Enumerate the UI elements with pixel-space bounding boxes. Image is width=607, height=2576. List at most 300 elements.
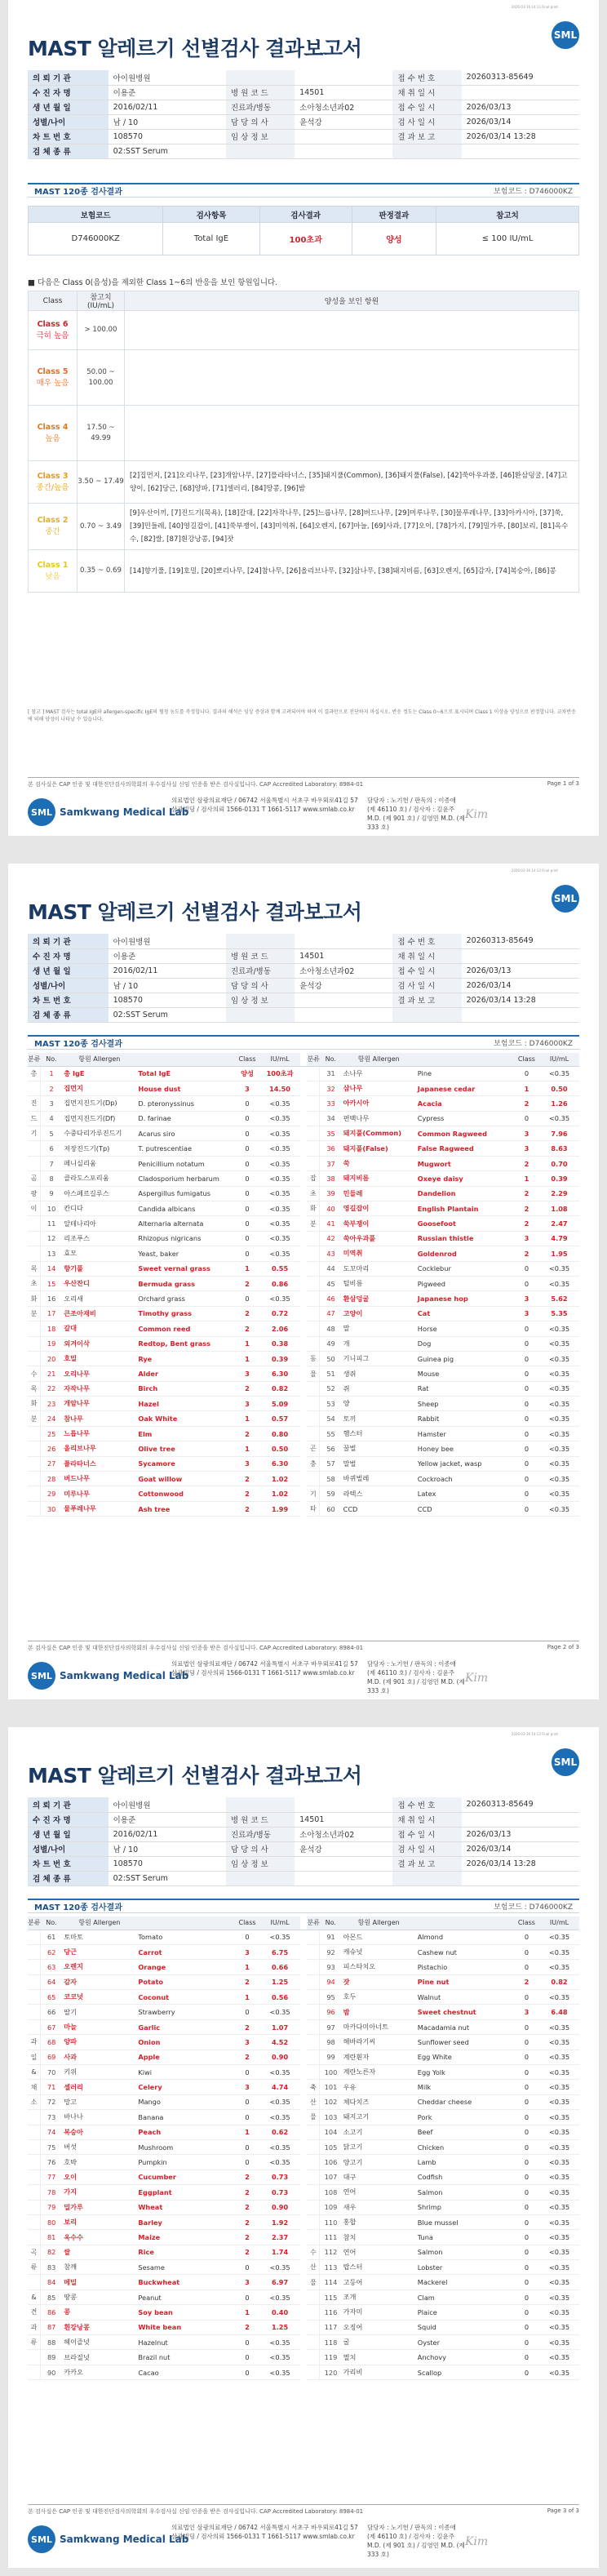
results-cell: 2 (41, 1081, 63, 1095)
results-cell (307, 2005, 320, 2019)
results-cell (307, 1960, 320, 1974)
results-cell (307, 1276, 320, 1290)
info-cell: 병 원 코 드 (226, 1812, 295, 1827)
results-cell: 곡 (28, 2245, 41, 2259)
results-cell: 79 (41, 2200, 63, 2214)
results-cell: 0 (234, 1186, 259, 1201)
results-cell: 오이 (62, 2170, 136, 2184)
lab-name: Samkwang Medical Lab (60, 2533, 189, 2545)
results-cell: 소고기 (342, 2125, 416, 2139)
results-cell: 0 (514, 2139, 539, 2154)
results-cell: 2 (234, 2050, 259, 2064)
lab-info: 의료법인 삼광의료재단 / 06742 서울특별시 서초구 바우뫼로41길 57 삼광빌딩 / 검사의뢰 1566-0131 T 1661-5117 www.smlab.co.kr (171, 797, 358, 813)
results-cell: 2 (514, 1246, 539, 1261)
results-cell: Acacia (416, 1096, 514, 1111)
results-cell: 옥수수 (62, 2230, 136, 2245)
summary-header: 검사항목 (163, 207, 259, 223)
results-cell: 6.75 (260, 1944, 300, 1959)
class-range: 0.35 ~ 0.69 (78, 550, 125, 593)
results-cell: Birch (136, 1381, 234, 1396)
results-cell: 수 (307, 2245, 320, 2259)
results-cell: 쑥 (342, 1156, 416, 1170)
results-cell: 7.96 (539, 1126, 579, 1141)
class-row (29, 350, 579, 406)
results-cell: 2 (234, 1321, 259, 1336)
results-cell: <0.35 (539, 1336, 579, 1351)
results-cell: 0 (234, 2155, 259, 2170)
results-row (28, 1321, 579, 1336)
info-row (28, 85, 579, 100)
results-cell: CCD (416, 1501, 514, 1516)
results-cell: 20 (41, 1351, 63, 1366)
results-cell: 2 (234, 2245, 259, 2259)
info-cell: 2016/02/11 (109, 100, 226, 114)
results-cell: 흰강낭콩 (62, 2320, 136, 2334)
info-cell (295, 993, 392, 1007)
class-label: Class 4 (37, 422, 69, 432)
info-cell: 담 당 의 사 (226, 1841, 295, 1856)
gap-cell (300, 2320, 308, 2334)
results-cell: 17 (41, 1306, 63, 1321)
signer-info: 담당자 : 노기헌 / 판독의 : 이종애 (제 46110 호) / 검사자 : 김윤주 M.D. (제 901 호) / 김영민 M.D. (제 333 호) (367, 1660, 465, 1694)
results-cell: 집먼지진드기(Dp) (62, 1096, 136, 1111)
results-cell (307, 2290, 320, 2304)
info-cell: 생 년 월 일 (28, 963, 109, 978)
results-cell: <0.35 (539, 2155, 579, 2170)
results-cell: 0 (234, 2139, 259, 2154)
results-cell: 66 (41, 2005, 63, 2019)
class-label-cell (29, 406, 78, 461)
results-cell: 38 (320, 1171, 342, 1186)
results-cell: 자작나무 (62, 1381, 136, 1396)
results-cell: <0.35 (539, 1960, 579, 1974)
results-cell: 92 (320, 1944, 342, 1959)
results-cell: 0 (234, 2094, 259, 2109)
results-cell: 아카시아 (342, 1096, 416, 1111)
results-cell: 오렌지 (62, 1960, 136, 1974)
results-cell: Common Ragweed (416, 1126, 514, 1141)
gap-cell (300, 1186, 308, 1201)
lab-logo (28, 2525, 188, 2553)
results-cell: Hamster (416, 1426, 514, 1441)
results-cell (307, 1096, 320, 1111)
results-cell: 90 (41, 2365, 63, 2379)
class-allergens: [9]우산이끼, [7]진드기(목욕), [18]갈대, [22]자작나무, [25]느릅나무, [28]버드나무, [29]미루나무, [30]물푸레나무, [33]아카시아, [37]쑥, [39]민들레, [40]영길잡이, [41]쑥부쟁이, [43]미역취, [64]오렌지, [67]마늘, [69]사과, [77]오이, [78]가지, [79]밀가루, [80]보리, [81]옥수수, [82]쌀, [87]흰강낭콩, [94]잣 (125, 504, 579, 550)
results-row (28, 2290, 579, 2304)
results-cell: Hazelnut (136, 2335, 234, 2350)
results-cell: 0 (514, 1276, 539, 1290)
results-cell (307, 1156, 320, 1170)
results-cell: Sunflower seed (416, 2035, 514, 2050)
info-cell: 병 원 코 드 (226, 85, 295, 100)
results-cell (307, 1306, 320, 1321)
results-cell: 26 (41, 1441, 63, 1456)
results-cell: <0.35 (539, 1111, 579, 1126)
results-cell: 85 (41, 2290, 63, 2304)
results-cell: Sweet chestnut (416, 2005, 514, 2019)
results-cell (28, 2200, 41, 2214)
results-cell: 1 (234, 1336, 259, 1351)
gap-cell (300, 1111, 308, 1126)
results-cell: Cacao (136, 2365, 234, 2379)
results-cell: 페니실리움 (62, 1156, 136, 1170)
results-cell: <0.35 (539, 1990, 579, 2005)
results-cell: 축 (307, 2080, 320, 2094)
gap-cell (300, 1486, 308, 1501)
results-cell: 1 (234, 1351, 259, 1366)
results-row (28, 1216, 579, 1231)
results-cell: 0 (514, 2125, 539, 2139)
results-cell: 0 (514, 2320, 539, 2334)
results-cell: Anchovy (416, 2350, 514, 2365)
results-cell: 연어 (342, 2245, 416, 2259)
results-row (28, 2065, 579, 2080)
results-header: IU/mL (260, 1053, 300, 1066)
results-cell: 1.92 (260, 2214, 300, 2229)
results-cell: <0.35 (539, 2365, 579, 2379)
report-page-1 (8, 0, 599, 836)
sml-logo: SML (552, 1748, 579, 1776)
results-cell: 견 (28, 2305, 41, 2320)
results-cell: 오리새 (62, 1291, 136, 1306)
results-cell: 2 (234, 1501, 259, 1516)
class-row (29, 504, 579, 550)
results-cell: 외겨이삭 (62, 1336, 136, 1351)
results-cell: 물 (307, 2275, 320, 2290)
results-cell: 고등어 (342, 2275, 416, 2290)
results-cell: <0.35 (260, 1096, 300, 1111)
class-level: 낮음 (45, 571, 60, 581)
results-header: Class (514, 1053, 539, 1066)
results-cell: 93 (320, 1960, 342, 1974)
results-cell (28, 2110, 41, 2125)
cap-note: 본 검사실은 CAP 인증 및 대한진단검사의학회의 우수검사실 신임 인증을 받은 검사실입니다. CAP Accredited Laboratory: 8984-01 (28, 2508, 364, 2515)
results-cell: <0.35 (260, 2065, 300, 2080)
results-cell: Rabbit (416, 1411, 514, 1426)
results-cell: 목 (28, 1381, 41, 1396)
class-row (29, 550, 579, 593)
class-label-cell (29, 461, 78, 504)
info-cell: 108570 (109, 993, 226, 1007)
results-cell: Sweet vernal grass (136, 1261, 234, 1276)
info-cell: 결 과 보 고 (392, 1856, 461, 1871)
results-cell: <0.35 (539, 1486, 579, 1501)
results-cell: 0.72 (260, 1306, 300, 1321)
results-cell: Penicillium notatum (136, 1156, 234, 1170)
results-cell: 105 (320, 2139, 342, 2154)
results-cell: 말벌 (342, 1456, 416, 1471)
info-cell (226, 934, 295, 948)
results-cell: 0 (514, 2290, 539, 2304)
results-row (28, 1930, 579, 1944)
results-cell: 107 (320, 2170, 342, 2184)
results-row (28, 1081, 579, 1095)
summary-header: 참고치 (436, 207, 579, 223)
info-cell: 차 트 번 호 (28, 1856, 109, 1871)
class-row (29, 461, 579, 504)
info-cell: 성별/나이 (28, 978, 109, 993)
results-cell: 2 (234, 2230, 259, 2245)
results-cell: Yellow jacket, wasp (416, 1456, 514, 1471)
results-cell: 민들레 (342, 1186, 416, 1201)
results-cell: 해바라기씨 (342, 2035, 416, 2050)
results-cell (28, 1486, 41, 1501)
info-cell (295, 1007, 392, 1022)
results-cell: <0.35 (539, 2275, 579, 2290)
results-row (28, 1381, 579, 1396)
results-cell (28, 1246, 41, 1261)
summary-header: 판정결과 (352, 207, 436, 223)
results-cell: <0.35 (260, 2110, 300, 2125)
results-cell (28, 1441, 41, 1456)
results-cell: Mackerel (416, 2275, 514, 2290)
results-cell: 0 (234, 1126, 259, 1141)
results-cell: <0.35 (539, 1501, 579, 1516)
cap-note: 본 검사실은 CAP 인증 및 대한진단검사의학회의 우수검사실 신임 인증을 받은 검사실입니다. CAP Accredited Laboratory: 8984-01 (28, 1645, 364, 1651)
results-cell (307, 1066, 320, 1081)
results-cell (307, 1990, 320, 2005)
results-cell (307, 1231, 320, 1246)
info-cell: 14501 (295, 85, 392, 100)
results-cell: <0.35 (260, 2350, 300, 2365)
signer-info: 담당자 : 노기헌 / 판독의 : 이종애 (제 46110 호) / 검사자 : 김윤주 M.D. (제 901 호) / 김영민 M.D. (제 333 호) (367, 2524, 465, 2558)
results-row (28, 1441, 579, 1456)
results-row (28, 2110, 579, 2125)
results-cell: <0.35 (539, 2050, 579, 2064)
results-cell: Cocklebur (416, 1261, 514, 1276)
results-row (28, 1096, 579, 1111)
results-cell: 5 (41, 1126, 63, 1141)
results-cell: & (28, 2065, 41, 2080)
class-table (28, 291, 579, 593)
results-row (28, 2275, 579, 2290)
info-cell: 2026/03/14 (462, 114, 579, 129)
results-cell: 0.66 (260, 1960, 300, 1974)
results-cell: Maize (136, 2230, 234, 2245)
results-cell: 목 (28, 1261, 41, 1276)
results-cell: 72 (41, 2094, 63, 2109)
results-cell: 0 (514, 1336, 539, 1351)
results-cell: Goat willow (136, 1472, 234, 1486)
results-cell (28, 2019, 41, 2034)
patient-info-table (28, 1797, 579, 1886)
results-cell: 쑥부쟁이 (342, 1216, 416, 1231)
results-header-row (28, 1916, 579, 1930)
gap-cell (300, 1336, 308, 1351)
results-cell (28, 2230, 41, 2245)
results-cell: 29 (41, 1486, 63, 1501)
signature: Kim (465, 1672, 489, 1685)
results-cell: 환삼덩굴 (342, 1291, 416, 1306)
results-cell: Carrot (136, 1944, 234, 1959)
results-cell: 0 (514, 2065, 539, 2080)
results-row (28, 2125, 579, 2139)
results-cell: Dog (416, 1336, 514, 1351)
page-footer (28, 780, 579, 788)
results-cell: <0.35 (539, 1276, 579, 1290)
results-row (28, 2350, 579, 2365)
info-cell: 2026/03/13 (462, 100, 579, 114)
results-cell: 바나나 (62, 2110, 136, 2125)
results-cell: 2 (514, 1216, 539, 1231)
gap-cell (300, 2305, 308, 2320)
results-cell: <0.35 (539, 2290, 579, 2304)
results-cell: 잡 (307, 1171, 320, 1186)
results-row (28, 2080, 579, 2094)
results-cell: 화 (28, 1397, 41, 1411)
results-cell: 1.02 (260, 1472, 300, 1486)
signer-info: 담당자 : 노기헌 / 판독의 : 이종애 (제 46110 호) / 검사자 : 김윤주 M.D. (제 901 호) / 김영민 M.D. (제 333 호) (367, 797, 465, 831)
results-cell: Egg White (416, 2050, 514, 2064)
results-cell: 0 (234, 1111, 259, 1126)
results-cell: <0.35 (539, 1426, 579, 1441)
class-header: 양성을 보인 항원 (125, 291, 579, 311)
results-cell: 76 (41, 2155, 63, 2170)
summary-cell: ≤ 100 IU/mL (436, 223, 579, 255)
results-cell: Cypress (416, 1111, 514, 1126)
results-cell: 저장진드기(Tp) (62, 1141, 136, 1156)
results-table (28, 1916, 579, 2380)
results-cell: 0.73 (260, 2185, 300, 2200)
results-cell: 2 (514, 1096, 539, 1111)
results-cell: 3 (514, 1231, 539, 1246)
results-cell: Tuna (416, 2230, 514, 2245)
results-cell: 영길잡이 (342, 1201, 416, 1216)
results-cell: 양성 (234, 1066, 259, 1081)
results-cell: 0 (514, 1366, 539, 1381)
info-cell (226, 1871, 295, 1885)
summary-table (28, 206, 579, 255)
class-row (29, 406, 579, 461)
results-cell (307, 2350, 320, 2365)
results-cell: 0.82 (539, 1974, 579, 1989)
results-cell (28, 1216, 41, 1231)
results-cell: 53 (320, 1397, 342, 1411)
page-title: MAST 알레르기 선별검사 결과보고서 (28, 900, 362, 924)
results-cell: Shrimp (416, 2200, 514, 2214)
results-cell: 땅콩 (62, 2290, 136, 2304)
results-cell: 0 (514, 2245, 539, 2259)
results-cell: 8 (41, 1171, 63, 1186)
results-cell: 물 (307, 2110, 320, 2125)
results-cell: <0.35 (539, 2335, 579, 2350)
results-header (416, 1053, 514, 1066)
results-header: 항원 Allergen (62, 1916, 136, 1930)
results-cell: 3 (234, 1081, 259, 1095)
info-cell: 결 과 보 고 (392, 993, 461, 1007)
results-cell: 1 (514, 1081, 539, 1095)
results-cell (307, 2185, 320, 2200)
results-cell: 진 (28, 1096, 41, 1111)
gap-cell (300, 1201, 308, 1216)
results-cell: 채 (28, 2080, 41, 2094)
results-cell: 사과 (62, 2050, 136, 2064)
page-title: MAST 알레르기 선별검사 결과보고서 (28, 37, 362, 60)
signature: Kim (465, 808, 489, 821)
results-row (28, 2094, 579, 2109)
results-cell: 0.50 (260, 1441, 300, 1456)
results-cell: English Plantain (416, 1201, 514, 1216)
results-cell: 도꼬마리 (342, 1261, 416, 1276)
results-cell: 6 (41, 1141, 63, 1156)
results-row (28, 1171, 579, 1186)
results-cell: 3 (234, 1944, 259, 1959)
results-cell: <0.35 (260, 1201, 300, 1216)
results-cell: Orange (136, 1960, 234, 1974)
gap-cell (300, 1141, 308, 1156)
results-cell: 돼지고기 (342, 2110, 416, 2125)
results-cell: 36 (320, 1141, 342, 1156)
results-cell: 0 (234, 1141, 259, 1156)
results-cell: <0.35 (539, 2185, 579, 2200)
results-cell: 12 (41, 1231, 63, 1246)
results-cell: 쥐 (342, 1381, 416, 1396)
results-cell: 1 (234, 2305, 259, 2320)
results-cell: 50 (320, 1351, 342, 1366)
results-cell: 18 (41, 1321, 63, 1336)
results-cell: 0.40 (260, 2305, 300, 2320)
results-cell: 56 (320, 1441, 342, 1456)
results-cell: <0.35 (260, 1126, 300, 1141)
results-cell: 삼나무 (342, 1081, 416, 1095)
info-cell (462, 1871, 579, 1885)
results-cell: 연어 (342, 2185, 416, 2200)
section-header (28, 183, 579, 198)
sml-logo: SML (552, 885, 579, 913)
results-cell (307, 2065, 320, 2080)
results-cell: Garlic (136, 2019, 234, 2034)
info-cell: 차 트 번 호 (28, 993, 109, 1007)
results-cell: 3 (514, 1291, 539, 1306)
lab-logo-icon: SML (28, 798, 55, 826)
class-label-cell (29, 504, 78, 550)
results-cell: Guinea pig (416, 1351, 514, 1366)
info-row (28, 129, 579, 144)
results-cell: 62 (41, 1944, 63, 1959)
results-header: No. (41, 1053, 63, 1066)
results-cell: 0 (514, 2080, 539, 2094)
results-cell: 100 (320, 2065, 342, 2080)
info-cell: 20260313-85649 (462, 1797, 579, 1812)
results-header: 분류 (28, 1916, 41, 1930)
results-cell: 83 (41, 2260, 63, 2275)
results-cell: 산 (307, 2094, 320, 2109)
results-cell: 57 (320, 1456, 342, 1471)
results-cell (28, 1456, 41, 1471)
gap-cell (300, 2185, 308, 2200)
gap-cell (300, 1171, 308, 1186)
gap-cell (300, 1990, 308, 2005)
results-cell: 0 (234, 2110, 259, 2125)
results-cell: 기니피그 (342, 1351, 416, 1366)
results-header: 분류 (307, 1916, 320, 1930)
results-cell: 체다치즈 (342, 2094, 416, 2109)
results-cell: 개 (342, 1336, 416, 1351)
results-cell: 0.82 (260, 1381, 300, 1396)
results-cell: 이 (28, 1201, 41, 1216)
gap-cell (300, 2290, 308, 2304)
results-cell: 2 (514, 1974, 539, 1989)
results-cell: Sheep (416, 1397, 514, 1411)
report-page-3 (8, 1727, 599, 2568)
divider (28, 2504, 579, 2505)
info-cell: 14501 (295, 1812, 392, 1827)
results-row (28, 1944, 579, 1959)
results-cell: <0.35 (539, 2019, 579, 2034)
results-cell: 91 (320, 1930, 342, 1944)
results-cell: 잣 (342, 1974, 416, 1989)
results-cell: 0.39 (260, 1351, 300, 1366)
